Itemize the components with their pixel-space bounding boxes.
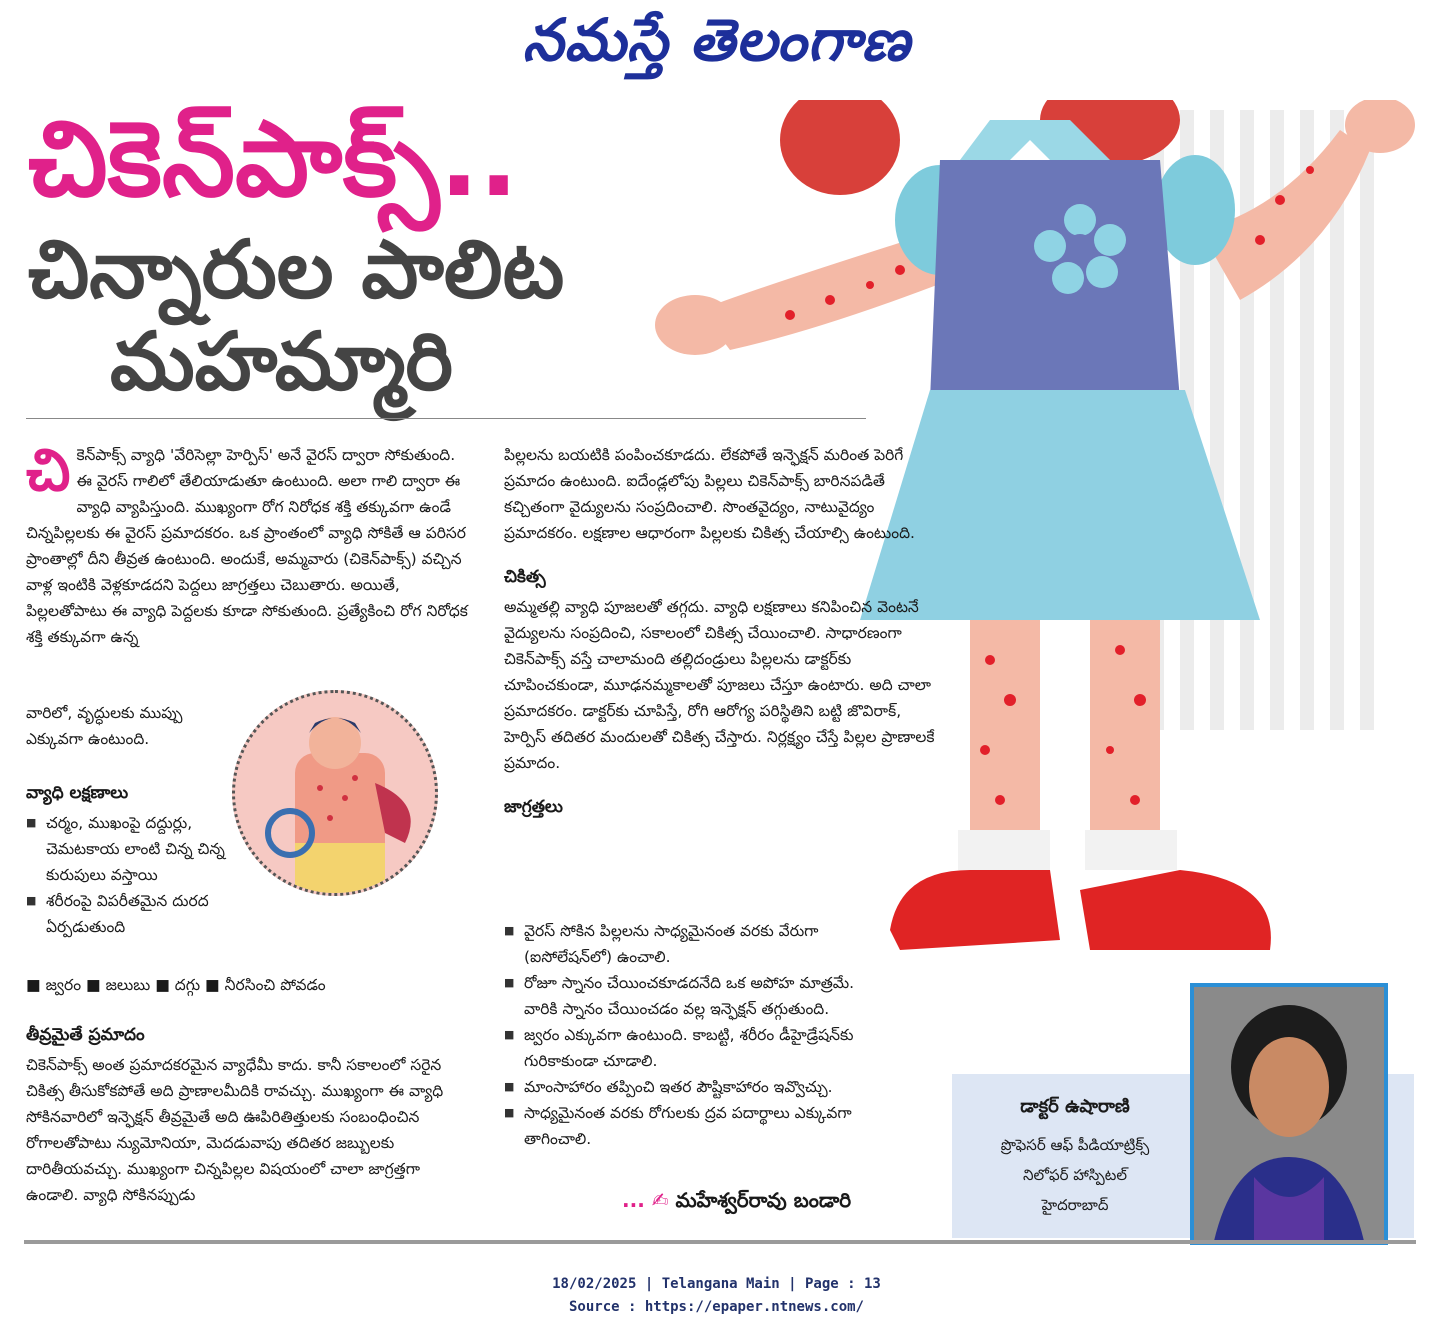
list-item: ■ మాంసాహారం తప్పించి ఇతర పౌష్టికాహారం ఇవ్వొచ్చు.	[504, 1074, 884, 1100]
doctor-portrait-icon	[1194, 987, 1384, 1241]
intro-text: కెన్‌పాక్స్ వ్యాధి 'వేరిసెల్లా హెర్పిస్' అనే వైరస్ ద్వారా సోకుతుంది. ఈ వైరస్ గాలిలో తేలియాడుతూ ఉంటుంది. అలా గాలి ద్వారా ఈ వ్యాధి వ్యాపిస్తుంది. ముఖ్యంగా రోగ నిరోధక శక్తి తక్కువగా ఉండే చిన్నపిల్లలకు ఈ వైరస్ ప్రమాదకరం. ఒక ప్రాంతంలో వ్యాధి సోకితే ఆ పరిసర ప్రాంతాల్లో దీని తీవ్రత ఉంటుంది. అందుకే, అమ్మవారు (చికెన్‌పాక్స్) వచ్చిన వాళ్ల ఇంటికి వెళ్లకూడదని పెద్దలు జాగ్రత్తలు చెబుతారు. అయితే, పిల్లలతోపాటు ఈ వ్యాధి పెద్దలకు కూడా సోకుతుంది. ప్రత్యేకించి రోగ నిరోధక శక్తి తక్కువగా ఉన్న	[26, 446, 468, 646]
byline	[622, 1188, 851, 1217]
symptoms-section	[26, 770, 236, 940]
pen-icon: ✍	[651, 1188, 669, 1212]
list-item: ■ రోజూ స్నానం చేయించకూడదనేది ఒక అపోహ మాత్రమే. వారికి స్నానం చేయించడం వల్ల ఇన్ఫెక్షన్ తగ్గుతుంది.	[504, 970, 884, 1022]
headline-main: చికెన్‌పాక్స్..	[28, 98, 519, 220]
care-heading: జాగ్రత్తలు	[504, 797, 563, 817]
byline-author: మహేశ్వర్‌రావు బండారి	[675, 1188, 852, 1212]
symptoms-heading: వ్యాధి లక్షణాలు	[26, 783, 129, 803]
symptom-fever: జ్వరం	[45, 976, 82, 994]
symptom-fatigue: నీరసించి పోవడం	[224, 976, 326, 994]
doctor-title: ప్రొఫెసర్ ఆఫ్ పీడియాట్రిక్స్	[1000, 1136, 1150, 1154]
intro-tail	[26, 700, 226, 752]
list-item: ■ వైరస్ సోకిన పిల్లలను సాధ్యమైనంత వరకు వేరుగా (ఐసోలేషన్‌లో) ఉంచాలి.	[504, 918, 884, 970]
doctor-name: డాక్టర్ ఉషారాణి	[1020, 1096, 1130, 1117]
doctor-photo	[1190, 983, 1388, 1245]
intro-paragraph	[26, 436, 474, 650]
bottom-divider	[24, 1240, 1416, 1244]
doctor-city: హైదరాబాద్	[1041, 1196, 1109, 1214]
symptoms-list	[26, 810, 236, 940]
headline-sub-2: మహమ్మారి	[110, 315, 453, 408]
col2-intro: పిల్లలను బయటికి పంపించకూడదు. లేకపోతే ఇన్ఫెక్షన్ మరింత పెరిగే ప్రమాదం ఉంటుంది. ఐదేండ్లలోపు పిల్లలు చికెన్‌పాక్స్ బారినపడితే కచ్చితంగా వైద్యులను సంప్రదించాలి. సొంతవైద్యం, నాటువైద్యం ప్రమాదకరం. లక్షణాల ఆధారంగా పిల్లలకు చికిత్స చేయాల్సి ఉంటుంది.	[504, 446, 915, 542]
headline-divider	[26, 418, 866, 419]
care-list	[504, 918, 884, 1152]
treatment-heading: చికిత్స	[504, 567, 546, 587]
list-item: ■ శరీరంపై విపరీతమైన దురద ఏర్పడుతుంది	[26, 888, 236, 940]
byline-prefix: ...	[622, 1188, 645, 1212]
list-item: ■ జ్వరం ఎక్కువగా ఉంటుంది. కాబట్టి, శరీరం డీహైడ్రేషన్‌కు గురికాకుండా చూడాలి.	[504, 1022, 884, 1074]
sick-boy-icon	[235, 693, 435, 893]
doctor-hospital: నిలోఫర్ హాస్పిటల్	[1023, 1166, 1127, 1184]
sick-boy-illustration	[232, 690, 438, 896]
danger-section	[26, 1012, 474, 1208]
footer-date-page: 18/02/2025 | Telangana Main | Page : 13	[552, 1276, 881, 1292]
headline-sub-1: చిన్నారుల పాలిట	[28, 223, 565, 316]
symptoms-inline: ■ జ్వరం ■ జలుబు ■ దగ్గు ■ నీరసించి పోవడం	[26, 976, 326, 994]
danger-heading: తీవ్రమైతే ప్రమాదం	[26, 1025, 145, 1045]
intro-tail-text: వారిలో, వృద్ధులకు ముప్పు ఎక్కువగా ఉంటుంది.	[26, 704, 183, 748]
symptom-cold: జలుబు	[105, 976, 151, 994]
masthead-logo: నమస్తే తెలంగాణ	[522, 6, 911, 74]
list-item: ■ చర్మం, ముఖంపై దద్దుర్లు, చెమటకాయ లాంటి చిన్న చిన్న కురుపులు వస్తాయి	[26, 810, 236, 888]
article-column-1	[26, 436, 474, 650]
danger-text: చికెన్‌పాక్స్ అంత ప్రమాదకరమైన వ్యాధేమీ కాదు. కానీ సకాలంలో సరైన చికిత్స తీసుకోకపోతే అది ప్రాణాలమీదికి రావచ్చు. ముఖ్యంగా ఈ వ్యాధి సోకినవారిలో ఇన్ఫెక్షన్ తీవ్రమైతే అది ఊపిరితిత్తులకు సంబంధించిన రోగాలతోపాటు న్యుమోనియా, మెదడువాపు తదితర జబ్బులకు దారితీయవచ్చు. ముఖ్యంగా చిన్నపిల్లల విషయంలో చాలా జాగ్రత్తగా ఉండాలి. వ్యాధి సోకినప్పుడు	[26, 1056, 444, 1204]
care-section	[504, 918, 884, 1152]
footer-source: Source : https://epaper.ntnews.com/	[568, 1299, 864, 1315]
treatment-text: అమ్మతల్లి వ్యాధి పూజలతో తగ్గదు. వ్యాధి లక్షణాలు కనిపించిన వెంటనే వైద్యులను సంప్రదించి, సకాలంలో చికిత్స చేయించాలి. సాధారణంగా చికెన్‌పాక్స్ వస్తే చాలామంది తల్లిదండ్రులు పిల్లలను డాక్టర్‌కు చూపించకుండా, మూఢనమ్మకాలతో పూజలు చేస్తూ ఉంటారు. అది చాలా ప్రమాదకరం. డాక్టర్‌కు చూపిస్తే, రోగి ఆరోగ్య పరిస్థితిని బట్టి జొవిరాక్, హెర్పిస్ తదితర మందులతో చికిత్స చేస్తారు. నిర్లక్ష్యం చేస్తే పిల్లల ప్రాణాలకే ప్రమాదం.	[504, 598, 935, 772]
list-item: ■ సాధ్యమైనంత వరకు రోగులకు ద్రవ పదార్థాలు ఎక్కువగా తాగించాలి.	[504, 1100, 884, 1152]
article-column-2	[504, 442, 944, 824]
symptom-cough: దగ్గు	[174, 976, 201, 994]
drop-cap: చి	[26, 436, 71, 504]
